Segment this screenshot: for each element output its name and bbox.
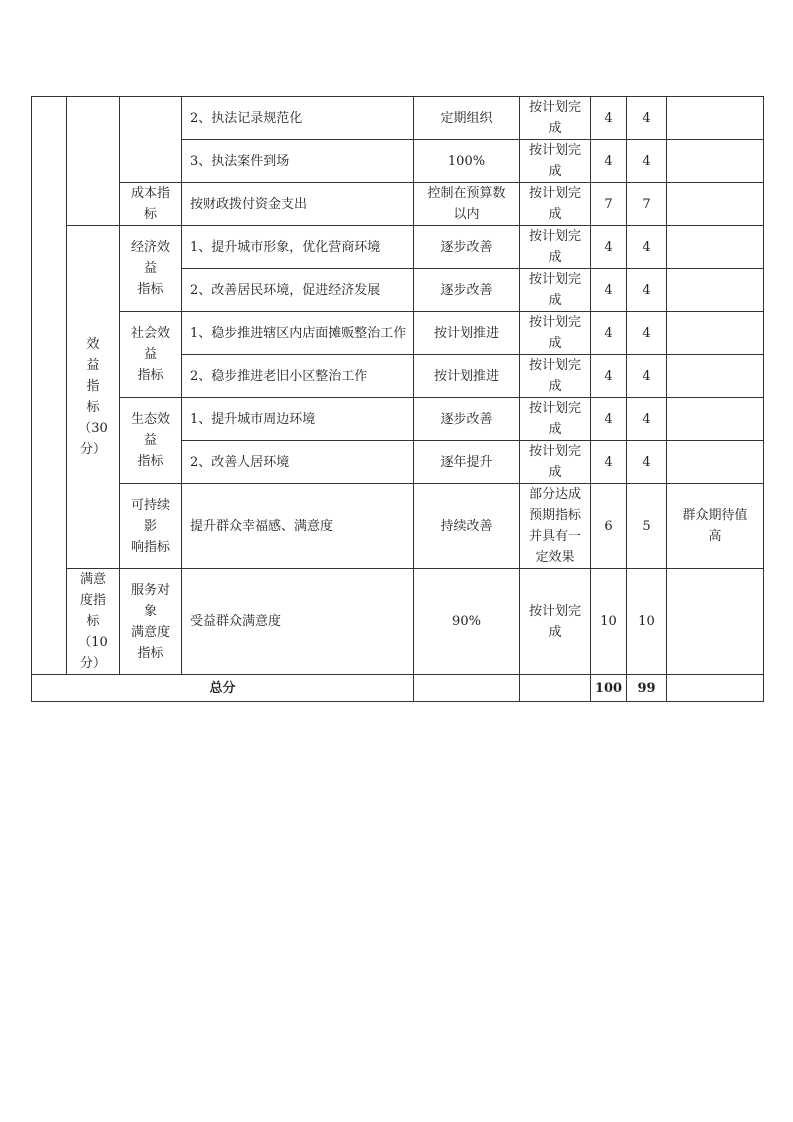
actual: 按计划完 成: [520, 226, 591, 269]
weight: 4: [591, 269, 627, 312]
table-row: [32, 569, 764, 675]
indicator: 2、执法记录规范化: [182, 97, 414, 140]
table-row: [32, 312, 764, 355]
sub-category: 成本指 标: [120, 183, 182, 226]
table-row: [32, 484, 764, 569]
target: 逐步改善: [414, 269, 520, 312]
indicator: 1、稳步推进辖区内店面摊贩整治工作: [182, 312, 414, 355]
target: 控制在预算数 以内: [414, 183, 520, 226]
indicator: 2、改善人居环境: [182, 441, 414, 484]
target: 逐步改善: [414, 226, 520, 269]
sub-category: 社会效 益 指标: [120, 312, 182, 398]
target: 按计划推进: [414, 355, 520, 398]
actual: 部分达成 预期指标 并具有一 定效果: [520, 484, 591, 569]
target: 持续改善: [414, 484, 520, 569]
total-note: [667, 675, 764, 702]
indicator: 1、提升城市形象，优化营商环境: [182, 226, 414, 269]
score: 10: [627, 569, 667, 675]
score: 4: [627, 398, 667, 441]
note: [667, 269, 764, 312]
target: 逐年提升: [414, 441, 520, 484]
weight: 4: [591, 140, 627, 183]
score: 4: [627, 140, 667, 183]
actual: 按计划完 成: [520, 569, 591, 675]
weight: 7: [591, 183, 627, 226]
note: [667, 569, 764, 675]
table-row: [32, 97, 764, 140]
table-row: [32, 226, 764, 269]
total-label: 总分: [32, 675, 414, 702]
actual: 按计划完 成: [520, 140, 591, 183]
actual: 按计划完 成: [520, 355, 591, 398]
actual: 按计划完 成: [520, 312, 591, 355]
indicator: 1、提升城市周边环境: [182, 398, 414, 441]
total-row: [32, 675, 764, 702]
weight: 4: [591, 355, 627, 398]
score: 4: [627, 355, 667, 398]
level1-cell: [32, 97, 67, 675]
weight: 4: [591, 312, 627, 355]
weight: 4: [591, 226, 627, 269]
actual: 按计划完 成: [520, 97, 591, 140]
category: 效 益 指 标 （30 分）: [67, 226, 120, 569]
total-target: [414, 675, 520, 702]
table-row: [32, 183, 764, 226]
score: 4: [627, 269, 667, 312]
total-weight: 100: [591, 675, 627, 702]
performance-table: [31, 96, 764, 702]
actual: 按计划完 成: [520, 441, 591, 484]
table-row: [32, 398, 764, 441]
weight: 6: [591, 484, 627, 569]
actual: 按计划完 成: [520, 398, 591, 441]
note: [667, 97, 764, 140]
indicator: 2、改善居民环境，促进经济发展: [182, 269, 414, 312]
sub-category: 生态效 益 指标: [120, 398, 182, 484]
actual: 按计划完 成: [520, 269, 591, 312]
note: 群众期待值 高: [667, 484, 764, 569]
score: 4: [627, 226, 667, 269]
note: [667, 312, 764, 355]
category: 满意 度指 标 （10 分）: [67, 569, 120, 675]
weight: 4: [591, 441, 627, 484]
score: 7: [627, 183, 667, 226]
total-score: 99: [627, 675, 667, 702]
target: 按计划推进: [414, 312, 520, 355]
level2-cell: [67, 97, 120, 226]
target: 逐步改善: [414, 398, 520, 441]
sub-category: 经济效 益 指标: [120, 226, 182, 312]
indicator: 3、执法案件到场: [182, 140, 414, 183]
note: [667, 183, 764, 226]
indicator: 2、稳步推进老旧小区整治工作: [182, 355, 414, 398]
level3-cell: [120, 97, 182, 183]
score: 5: [627, 484, 667, 569]
target: 90%: [414, 569, 520, 675]
indicator: 按财政拨付资金支出: [182, 183, 414, 226]
indicator: 受益群众满意度: [182, 569, 414, 675]
indicator: 提升群众幸福感、满意度: [182, 484, 414, 569]
score: 4: [627, 97, 667, 140]
target: 定期组织: [414, 97, 520, 140]
score: 4: [627, 441, 667, 484]
note: [667, 398, 764, 441]
sub-category: 服务对 象 满意度 指标: [120, 569, 182, 675]
note: [667, 441, 764, 484]
note: [667, 140, 764, 183]
note: [667, 226, 764, 269]
score: 4: [627, 312, 667, 355]
weight: 4: [591, 398, 627, 441]
target: 100%: [414, 140, 520, 183]
weight: 10: [591, 569, 627, 675]
total-actual: [520, 675, 591, 702]
weight: 4: [591, 97, 627, 140]
actual: 按计划完 成: [520, 183, 591, 226]
note: [667, 355, 764, 398]
sub-category: 可持续 影 响指标: [120, 484, 182, 569]
